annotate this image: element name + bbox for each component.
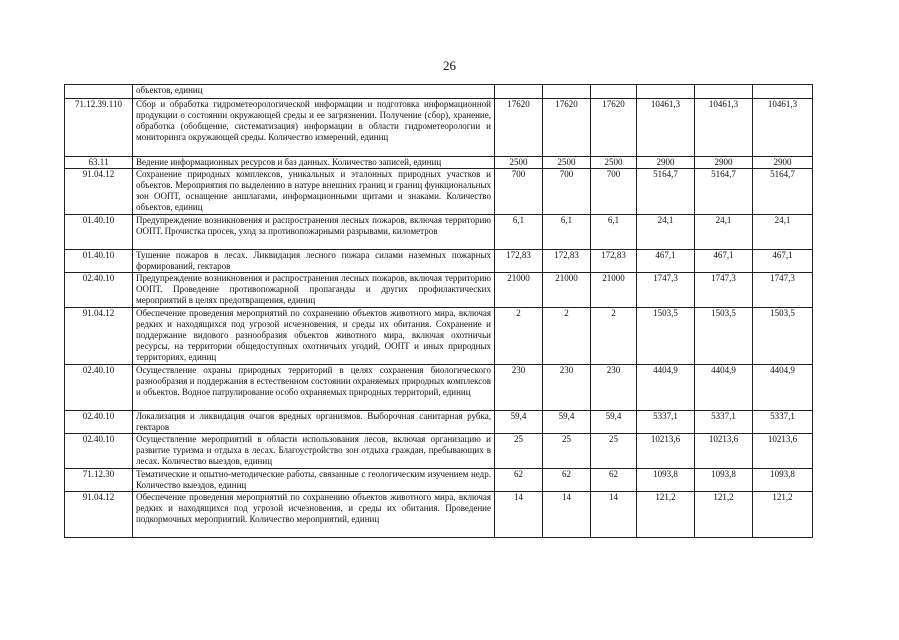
row-value-1: 6,1 xyxy=(495,215,543,250)
row-value-3: 14 xyxy=(591,492,637,538)
row-value-3: 25 xyxy=(591,434,637,469)
row-value-5: 1093,8 xyxy=(695,469,753,492)
row-value-2: 62 xyxy=(543,469,591,492)
row-value-2: 14 xyxy=(543,492,591,538)
row-value-1: 21000 xyxy=(495,273,543,308)
row-value-1: 2 xyxy=(495,308,543,365)
row-value-2: 25 xyxy=(543,434,591,469)
row-description: Сбор и обработка гидрометеорологической информации и подготовка информационной продукции о состоянии окружающей среды и ее загрязнении. Получение (сбор), хранение, обработка (обобщение, систематизация) информации в области гидрометеорологии и мониторинга окружающей среды. Количество измерений, единиц xyxy=(133,99,495,157)
row-value-1: 14 xyxy=(495,492,543,538)
table-row xyxy=(65,434,813,469)
row-value-5: 4404,9 xyxy=(695,365,753,411)
row-value-3: 230 xyxy=(591,365,637,411)
row-value-1: 62 xyxy=(495,469,543,492)
row-value-6: 5164,7 xyxy=(753,169,813,215)
row-code: 91.04.12 xyxy=(65,169,133,215)
row-value-4: 121,2 xyxy=(637,492,695,538)
row-value-5: 5164,7 xyxy=(695,169,753,215)
row-description: Тематические и опытно-методические работы, связанные с геологическим изучением недр. Количество выездов, единиц xyxy=(133,469,495,492)
row-value-6: 10461,3 xyxy=(753,99,813,157)
row-value-2: 17620 xyxy=(543,99,591,157)
row-value-6: 1093,8 xyxy=(753,469,813,492)
row-value-5: 10461,3 xyxy=(695,99,753,157)
row-value-5: 467,1 xyxy=(695,250,753,273)
row-value-3: 59,4 xyxy=(591,411,637,434)
row-value-3: 172,83 xyxy=(591,250,637,273)
row-value-4: 4404,9 xyxy=(637,365,695,411)
row-value-3: 2500 xyxy=(591,157,637,169)
row-value-4: 5164,7 xyxy=(637,169,695,215)
row-description: Предупреждение возникновения и распространения лесных пожаров, включая территорию ООПТ. Проведение противопожарной пропаганды и других профилактических мероприятий в целях предотвращения, единиц xyxy=(133,273,495,308)
table-row xyxy=(65,469,813,492)
table-row xyxy=(65,215,813,250)
row-description: Обеспечение проведения мероприятий по сохранению объектов животного мира, включая редких и находящихся под угрозой исчезновения, и среды их обитания. Сохранение и поддержание видового разнообразия объектов животного мира, включая охотничьи ресурсы, на территории общедоступных охотничьих угодий, ООПТ и иных природных территориях, единиц xyxy=(133,308,495,365)
row-value-4: 1503,5 xyxy=(637,308,695,365)
row-value-5: 2900 xyxy=(695,157,753,169)
row-value-2: 2 xyxy=(543,308,591,365)
table-row xyxy=(65,169,813,215)
row-value-4: 467,1 xyxy=(637,250,695,273)
table-row xyxy=(65,308,813,365)
row-description: Осуществление охраны природных территорий в целях сохранения биологического разнообразия и поддержания в естественном состоянии охраняемых природных комплексов и объектов. Водное патрулирование особо охраняемых природных территорий, единиц xyxy=(133,365,495,411)
table-row xyxy=(65,411,813,434)
row-code: 02.40.10 xyxy=(65,365,133,411)
row-description: Обеспечение проведения мероприятий по сохранению объектов животного мира, включая редких и находящихся под угрозой исчезновения, и среды их обитания. Проведение подкормочных мероприятий. Количество мероприятий, единиц xyxy=(133,492,495,538)
row-code: 02.40.10 xyxy=(65,411,133,434)
row-value-5: 1747,3 xyxy=(695,273,753,308)
row-value-3: 17620 xyxy=(591,99,637,157)
row-value-2: 230 xyxy=(543,365,591,411)
row-value-6: 2900 xyxy=(753,157,813,169)
row-value-6: 467,1 xyxy=(753,250,813,273)
table-row xyxy=(65,492,813,538)
row-code: 71.12.30 xyxy=(65,469,133,492)
row-description: Тушение пожаров в лесах. Ликвидация лесного пожара силами наземных пожарных формирований, гектаров xyxy=(133,250,495,273)
row-value-1: 172,83 xyxy=(495,250,543,273)
row-value-1: 25 xyxy=(495,434,543,469)
activities-table xyxy=(64,84,813,538)
row-value-4: 24,1 xyxy=(637,215,695,250)
row-value-6: 10213,6 xyxy=(753,434,813,469)
row-value-5: 1503,5 xyxy=(695,308,753,365)
row-value-2: 172,83 xyxy=(543,250,591,273)
row-value-5: 24,1 xyxy=(695,215,753,250)
row-value-4: 10213,6 xyxy=(637,434,695,469)
row-code: 63.11 xyxy=(65,157,133,169)
row-value-1: 59,4 xyxy=(495,411,543,434)
row-value-6: 1747,3 xyxy=(753,273,813,308)
row-value-2: 6,1 xyxy=(543,215,591,250)
row-code: 02.40.10 xyxy=(65,434,133,469)
row-code: 01.40.10 xyxy=(65,250,133,273)
row-description: Ведение информационных ресурсов и баз данных. Количество записей, единиц xyxy=(133,157,495,169)
row-value-1: 17620 xyxy=(495,99,543,157)
row-value-6: 121,2 xyxy=(753,492,813,538)
row-value-2: 59,4 xyxy=(543,411,591,434)
row-value-4: 1747,3 xyxy=(637,273,695,308)
row-value-6: 1503,5 xyxy=(753,308,813,365)
row-value-2: 21000 xyxy=(543,273,591,308)
row-value-1: 2500 xyxy=(495,157,543,169)
row-value-3: 6,1 xyxy=(591,215,637,250)
row-code: 71.12.39.110 xyxy=(65,99,133,157)
row-value-6: 5337,1 xyxy=(753,411,813,434)
row-value-3: 62 xyxy=(591,469,637,492)
row-value-1: 700 xyxy=(495,169,543,215)
row-description: Предупреждение возникновения и распространения лесных пожаров, включая территорию ООПТ. Прочистка просек, уход за противопожарными разрывами, километров xyxy=(133,215,495,250)
row-value-4: 1093,8 xyxy=(637,469,695,492)
table-row xyxy=(65,99,813,157)
row-value-6: 4404,9 xyxy=(753,365,813,411)
row-value-4: 2900 xyxy=(637,157,695,169)
table-row xyxy=(65,250,813,273)
row-code: 91.04.12 xyxy=(65,492,133,538)
row-description: Осуществление мероприятий в области использования лесов, включая организацию и развитие туризма и отдыха в лесах. Благоустройство зон отдыха граждан, пребывающих в лесах. Количество выездов, единиц xyxy=(133,434,495,469)
row-code: 01.40.10 xyxy=(65,215,133,250)
table-row xyxy=(65,365,813,411)
row-value-4: 10461,3 xyxy=(637,99,695,157)
row-value-5: 10213,6 xyxy=(695,434,753,469)
row-value-3: 700 xyxy=(591,169,637,215)
row-description: Локализация и ликвидация очагов вредных организмов. Выборочная санитарная рубка, гектаров xyxy=(133,411,495,434)
row-value-3: 21000 xyxy=(591,273,637,308)
row-value-2: 2500 xyxy=(543,157,591,169)
row-description: объектов, единиц xyxy=(133,85,495,99)
row-code: 91.04.12 xyxy=(65,308,133,365)
table-row-continuation xyxy=(65,85,813,99)
row-value-6: 24,1 xyxy=(753,215,813,250)
table-row xyxy=(65,273,813,308)
row-code: 02.40.10 xyxy=(65,273,133,308)
row-value-1: 230 xyxy=(495,365,543,411)
row-description: Сохранение природных комплексов, уникальных и эталонных природных участков и объектов. Мероприятия по выделению в натуре внешних границ и границ функциональных зон ООПТ, оснащение аншлагами, информационными щитами и знаками. Количество объектов, единиц xyxy=(133,169,495,215)
row-value-4: 5337,1 xyxy=(637,411,695,434)
row-value-2: 700 xyxy=(543,169,591,215)
page-number: 26 xyxy=(443,58,456,73)
row-value-5: 121,2 xyxy=(695,492,753,538)
row-value-5: 5337,1 xyxy=(695,411,753,434)
table-row xyxy=(65,157,813,169)
row-value-3: 2 xyxy=(591,308,637,365)
